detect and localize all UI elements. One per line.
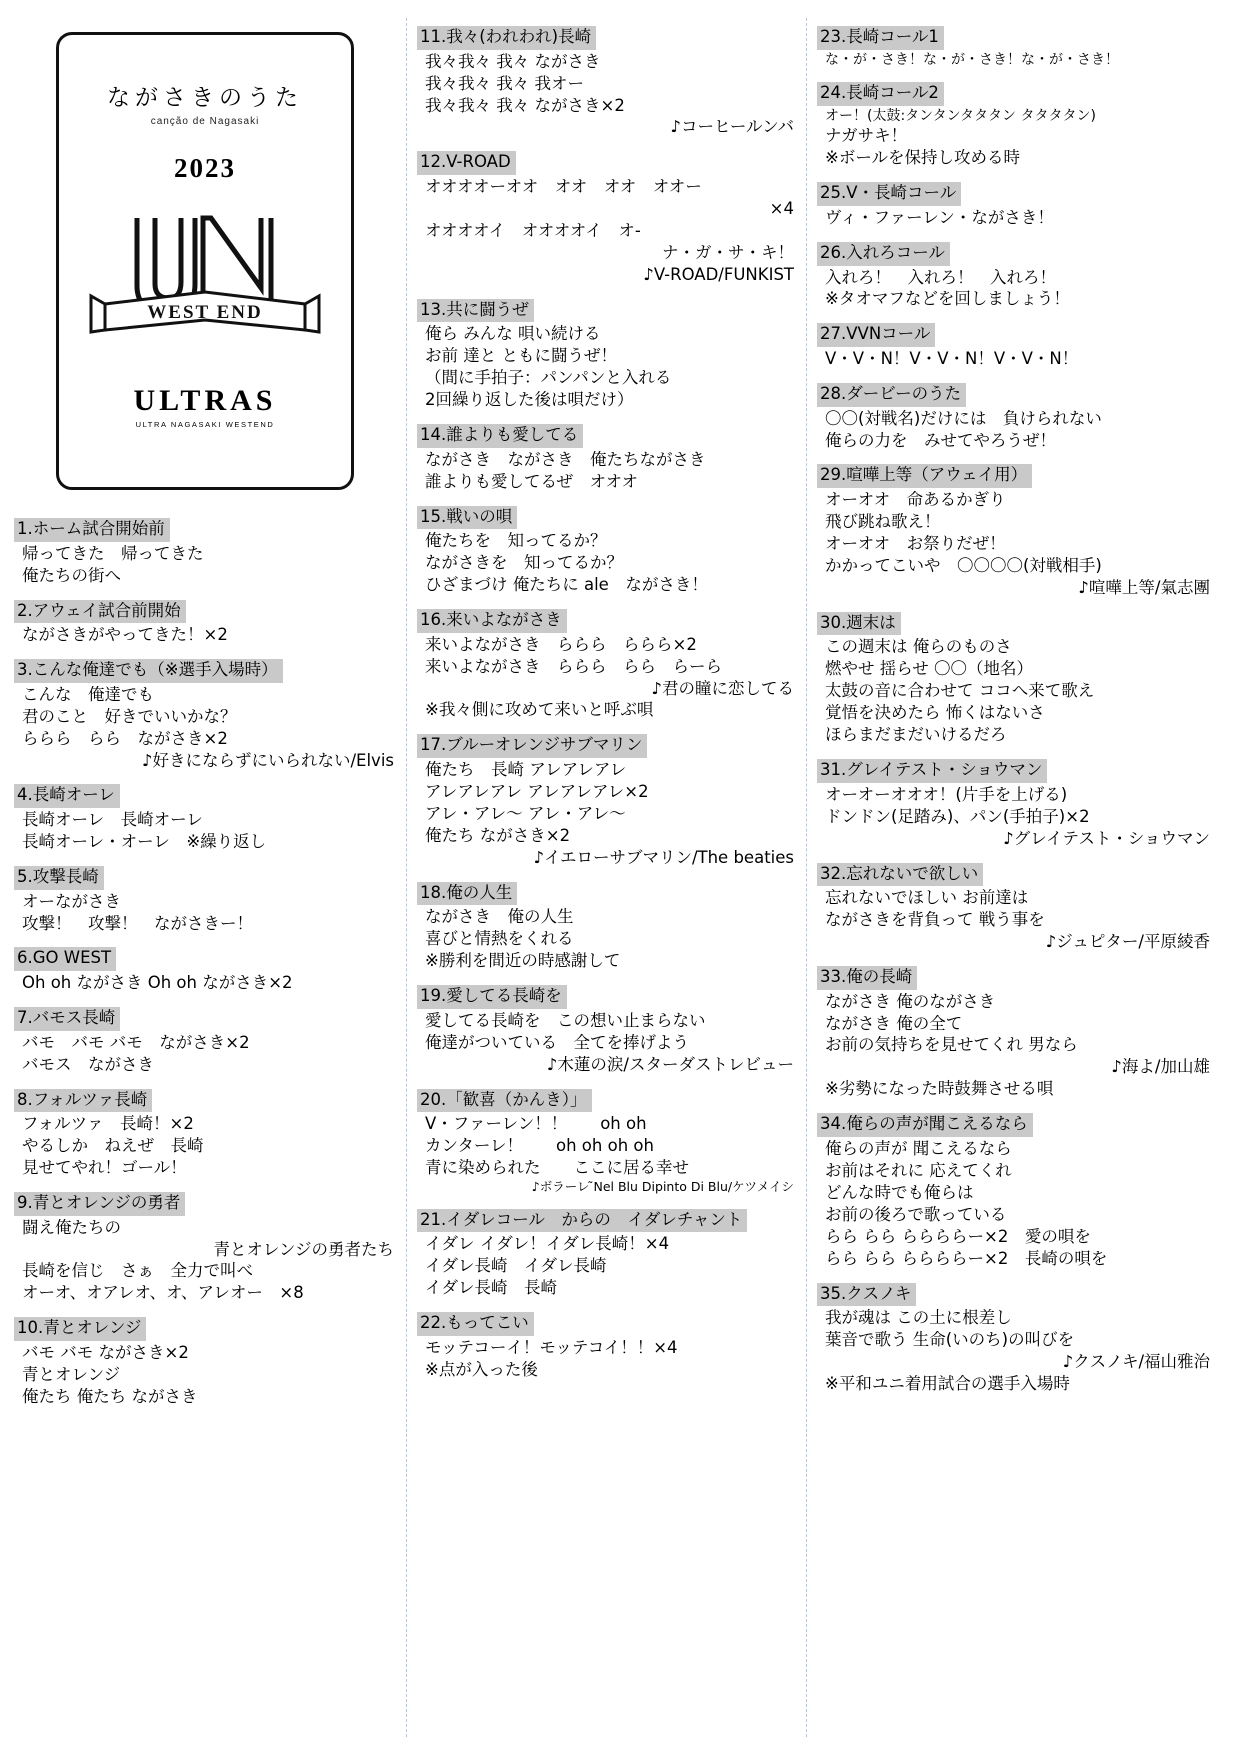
lyric-line: オオオオーオオ オオ オオ オオー [425, 177, 702, 196]
lyric-line: 喜びと情熱をくれる [425, 929, 574, 949]
song-lyrics [14, 972, 396, 994]
song-lyrics [14, 891, 396, 935]
lyric-line: 太鼓の音に合わせて ココへ来て歌え [825, 681, 1095, 701]
song-block [417, 1209, 796, 1299]
lyric-line: 我が魂は この土に根差し [825, 1308, 1012, 1328]
song-block [417, 151, 796, 285]
lyric-line: ♪V-ROAD/FUNKIST [643, 264, 794, 284]
song-list-left [14, 518, 396, 1408]
lyric-line: オーながさき [22, 891, 121, 911]
song-lyrics [417, 530, 796, 596]
song-title: 11.我々(われわれ)長崎 [417, 26, 596, 50]
song-title: 6.GO WEST [14, 947, 116, 971]
song-title: 1.ホーム試合開始前 [14, 518, 170, 542]
song-lyrics [14, 684, 396, 772]
lyric-line: バモス ながさき [22, 1054, 154, 1074]
lyric-line: 攻撃！ 攻撃！ ながさきー！ [22, 913, 253, 933]
song-block [817, 82, 1212, 169]
song-lyrics [417, 1113, 796, 1195]
song-title: 2.アウェイ試合前開始 [14, 600, 186, 624]
song-block [417, 1312, 796, 1381]
lyric-line: ♪木蓮の涙/スターダストレビュー [546, 1054, 794, 1074]
song-title: 30.週末は [817, 612, 901, 636]
lyric-line: カンターレ！ oh oh oh oh [425, 1136, 654, 1156]
song-lyrics [417, 323, 796, 411]
lyric-line: ららら らら ながさき×2 [22, 728, 228, 748]
song-title: 12.V-ROAD [417, 151, 516, 175]
song-title: 19.愛してる長崎を [417, 985, 567, 1009]
lyric-line: こんな 俺達でも [22, 684, 154, 704]
song-lyrics [417, 634, 796, 722]
three-column-layout [14, 18, 1227, 1737]
song-lyrics [817, 51, 1212, 70]
lyric-line: アレアレアレ アレアレアレ×2 [425, 781, 649, 801]
lyric-line: 長崎を信じ さぁ 全力で叫べ [22, 1261, 253, 1281]
song-title: 33.俺の長崎 [817, 966, 917, 990]
cover-brand-subtitle: ULTRA NAGASAKI WESTEND [135, 420, 275, 429]
song-block [817, 464, 1212, 598]
lyric-line: オーオオ 命あるかぎり [825, 490, 1006, 510]
lyric-line: オー！(太鼓:タンタンタタタン タタタタン) [825, 107, 1096, 124]
song-title: 4.長崎オーレ [14, 784, 120, 808]
song-block [817, 759, 1212, 849]
song-block [417, 882, 796, 972]
ultras-logo [85, 200, 325, 370]
lyric-line: モッテコーイ！モッテコイ！！×4 [425, 1337, 678, 1357]
lyric-line: 我々我々 我々 我オー [425, 73, 584, 93]
song-block [817, 323, 1212, 370]
lyric-line: ながさき 俺の全て [825, 1013, 963, 1033]
song-block [817, 966, 1212, 1100]
lyric-line: らら らら ららららー×2 長崎の唄を [825, 1248, 1108, 1268]
lyric-line: この週末は 俺らのものさ [825, 637, 1012, 657]
lyric-line: ♪コーヒールンバ [670, 117, 794, 137]
cover-brand-name: ULTRAS [133, 384, 277, 417]
song-lyrics [417, 1337, 796, 1381]
lyric-line: 〇〇(対戦名)だけには 負けられない [825, 408, 1102, 428]
lyric-line: イダレ イダレ！イダレ長崎！×4 [425, 1234, 670, 1254]
lyric-line: 誰よりも愛してるぜ オオオ [425, 471, 639, 491]
song-lyrics [14, 624, 396, 646]
lyric-line: 帰ってきた 帰ってきた [22, 543, 204, 563]
lyric-line: お前の後ろで歌っている [825, 1204, 1007, 1224]
lyric-line: ながさき 俺の人生 [425, 907, 574, 927]
song-list-right [817, 26, 1212, 1395]
lyric-line: 燃やせ 揺らせ 〇〇（地名） [825, 659, 1033, 679]
song-lyrics [14, 809, 396, 853]
song-title: 14.誰よりも愛してる [417, 424, 583, 448]
column-left [14, 18, 406, 1737]
song-title: 13.共に闘うぜ [417, 299, 534, 323]
logo-banner-text: WEST END [147, 302, 263, 323]
lyric-line: オーオ、オアレオ、オ、アレオー ×8 [22, 1283, 304, 1303]
logo-banner [91, 292, 319, 332]
lyric-line: ♪グレイテスト・ショウマン [1003, 828, 1210, 848]
lyric-line: 青とオレンジ [22, 1364, 121, 1384]
lyric-line: ※ボールを保持し攻める時 [825, 148, 1020, 168]
song-block [14, 1317, 396, 1407]
lyric-line: アレ・アレ〜 アレ・アレ〜 [425, 803, 626, 823]
song-block [817, 1113, 1212, 1269]
lyric-line: ♪海よ/加山雄 [1111, 1057, 1210, 1077]
lyric-line: ×4 [769, 198, 794, 218]
column-middle [406, 18, 806, 1737]
song-block [14, 1192, 396, 1304]
lyric-line: V・V・N！V・V・N！V・V・N！ [825, 349, 1079, 369]
lyric-line: かかってこいや 〇〇〇〇(対戦相手) [825, 555, 1102, 575]
lyric-line: ※点が入った後 [425, 1359, 538, 1379]
lyric-line: ♪喧嘩上等/氣志團 [1078, 577, 1210, 597]
song-title: 25.V・長崎コール [817, 182, 961, 206]
lyric-line: ♪ボラーレ ̃Nel Blu Dipinto Di Blu/ケツメイシ [531, 1179, 794, 1194]
song-block [817, 1283, 1212, 1395]
lyric-line: 2回繰り返した後は唄だけ） [425, 390, 634, 410]
lyric-line: ながさき 俺のながさき [825, 991, 996, 1011]
lyric-line: 俺ら みんな 唄い続ける [425, 324, 601, 344]
song-block [14, 659, 396, 771]
song-block [417, 985, 796, 1075]
lyric-line: 俺たちを 知ってるか？ [425, 531, 607, 551]
song-title: 20.「歓喜（かんき）」 [417, 1089, 592, 1113]
lyric-line: どんな時でも俺らは [825, 1182, 974, 1202]
lyric-line: ※勝利を間近の時感謝して [425, 951, 621, 971]
lyric-line: フォルツァ 長崎！×2 [22, 1114, 194, 1134]
cover-title: ながさきのうた [107, 85, 303, 111]
lyric-line: ヴィ・ファーレン・ながさき！ [825, 207, 1054, 227]
lyric-line: 愛してる長崎を この想い止まらない [425, 1010, 706, 1030]
lyric-line: ♪イエローサブマリン/The beaties [533, 847, 794, 867]
song-block [417, 734, 796, 868]
song-title: 24.長崎コール2 [817, 82, 944, 106]
lyric-line: ほらまだまだいけるだろ [825, 725, 1007, 745]
lyric-line: オーオーオオオ！(片手を上げる) [825, 784, 1068, 804]
song-lyrics [817, 784, 1212, 850]
song-title: 27.VVNコール [817, 323, 935, 347]
lyric-line: やるしか ねえぜ 長崎 [22, 1136, 204, 1156]
song-lyrics [14, 543, 396, 587]
song-block [14, 947, 396, 994]
lyric-line: 我々我々 我々 ながさき [425, 51, 601, 71]
lyric-line: 見せてやれ！ゴール！ [22, 1158, 187, 1177]
lyric-line: 君のこと 好きでいいかな？ [22, 706, 237, 726]
lyric-line: ナガサキ！ [825, 126, 908, 146]
column-right [806, 18, 1212, 1737]
song-title: 34.俺らの声が聞こえるなら [817, 1113, 1033, 1137]
song-block [14, 1007, 396, 1076]
song-block [14, 1089, 396, 1179]
lyric-line: ながさき ながさき 俺たちながさき [425, 449, 706, 469]
song-title: 35.クスノキ [817, 1283, 916, 1307]
song-lyrics [817, 1307, 1212, 1395]
lyric-line: 俺たち ながさき×2 [425, 825, 571, 845]
song-block [14, 784, 396, 853]
song-lyrics [817, 887, 1212, 953]
lyric-line: お前 達と ともに闘うぜ！ [425, 346, 617, 366]
song-title: 31.グレイテスト・ショウマン [817, 759, 1047, 783]
lyric-line: ※劣勢になった時鼓舞させる唄 [825, 1079, 1054, 1099]
song-title: 5.攻撃長崎 [14, 866, 104, 890]
song-title: 28.ダービーのうた [817, 383, 966, 407]
song-lyrics [417, 906, 796, 972]
lyric-line: ひざまづけ 俺たちに ale ながさき！ [425, 575, 708, 595]
song-block [417, 424, 796, 493]
song-lyrics [817, 1138, 1212, 1270]
song-lyrics [417, 176, 796, 286]
song-block [417, 299, 796, 411]
lyric-line: ♪君の瞳に恋してる [651, 678, 794, 698]
lyric-line: ナ・ガ・サ・キ！ [662, 242, 794, 262]
song-lyrics [417, 1233, 796, 1299]
song-block [417, 506, 796, 596]
song-lyrics [817, 408, 1212, 452]
lyric-line: オオオオイ オオオオイ オ- [425, 220, 641, 240]
lyric-line: ♪クスノキ/福山雅治 [1062, 1352, 1210, 1372]
song-title: 16.来いよながさき [417, 609, 567, 633]
song-title: 32.忘れないで欲しい [817, 863, 983, 887]
song-lyrics [417, 759, 796, 869]
song-title: 7.バモス長崎 [14, 1007, 120, 1031]
lyric-line: イダレ長崎 イダレ長崎 [425, 1256, 607, 1276]
song-title: 10.青とオレンジ [14, 1317, 146, 1341]
lyric-line: 長崎オーレ・オーレ ※繰り返し [22, 832, 267, 851]
song-title: 29.喧嘩上等（アウェイ用） [817, 464, 1032, 488]
lyric-line: 覚悟を決めたら 怖くはないさ [825, 703, 1045, 723]
song-title: 17.ブルーオレンジサブマリン [417, 734, 647, 758]
lyric-line: 来いよながさき ららら ららら×2 [425, 634, 697, 654]
lyric-line: 俺らの力を みせてやろうぜ！ [825, 430, 1056, 450]
lyric-line: な・が・さき！な・が・さき！な・が・さき！ [825, 51, 1119, 68]
song-title: 22.もってこい [417, 1312, 534, 1336]
lyric-line: 飛び跳ね歌え！ [825, 512, 941, 532]
song-title: 23.長崎コール1 [817, 26, 944, 50]
lyric-line: 俺たち 俺たち ながさき [22, 1386, 198, 1406]
lyric-line: 俺らの声が 聞こえるなら [825, 1138, 1012, 1158]
song-title: 15.戦いの唄 [417, 506, 517, 530]
song-lyrics [817, 489, 1212, 599]
lyric-line: 青に染められた ここに居る幸せ [425, 1158, 689, 1178]
lyric-line: 俺たちの街へ [22, 565, 121, 585]
song-lyrics [817, 636, 1212, 746]
cover-card [56, 32, 354, 490]
lyric-line: バモ バモ バモ ながさき×2 [22, 1032, 250, 1052]
song-block [817, 242, 1212, 311]
song-block [817, 383, 1212, 452]
lyric-line: ながさきを背負って 戦う事を [825, 910, 1045, 930]
lyric-line: （間に手拍子：パンパンと入れる [425, 368, 672, 388]
lyric-line: 葉音で歌う 生命(いのち)の叫びを [825, 1330, 1075, 1350]
song-lyrics [14, 1032, 396, 1076]
lyric-line: 闘え俺たちの [22, 1217, 121, 1237]
song-block [14, 600, 396, 647]
song-title: 21.イダレコール からの イダレチャント [417, 1209, 747, 1233]
song-lyrics [417, 449, 796, 493]
song-lyrics [14, 1217, 396, 1305]
lyric-line: ※平和ユニ着用試合の選手入場時 [825, 1373, 1070, 1393]
lyric-line: 長崎オーレ 長崎オーレ [22, 810, 203, 830]
lyric-line: オーオオ お祭りだぜ！ [825, 533, 1006, 553]
lyric-line: Oh oh ながさき Oh oh ながさき×2 [22, 973, 293, 993]
song-block [817, 863, 1212, 953]
cover-card-area [14, 18, 396, 518]
song-title: 3.こんな俺達でも（※選手入場時） [14, 659, 283, 683]
song-lyrics [417, 51, 796, 139]
lyric-line: 我々我々 我々 ながさき×2 [425, 95, 625, 115]
song-block [817, 26, 1212, 69]
song-title: 9.青とオレンジの勇者 [14, 1192, 185, 1216]
song-block [817, 182, 1212, 229]
lyric-line: ♪ジュピター/平原綾香 [1045, 932, 1210, 952]
lyric-line: ながさきがやってきた！×2 [22, 625, 228, 645]
lyric-line: ※タオマフなどを回しましょう！ [825, 289, 1070, 309]
lyric-line: お前はそれに 応えてくれ [825, 1160, 1012, 1180]
song-lyrics [817, 107, 1212, 169]
song-block [14, 866, 396, 935]
song-lyrics [817, 207, 1212, 229]
lyric-line: お前の気持ちを見せてくれ 男なら [825, 1035, 1078, 1055]
lyric-line: ※我々側に攻めて来いと呼ぶ唄 [425, 700, 654, 720]
song-lyrics [417, 1010, 796, 1076]
lyric-line: V・ファーレン！！ oh oh [425, 1114, 647, 1134]
lyric-line: 俺たち 長崎 アレアレアレ [425, 760, 627, 779]
lyric-line: バモ バモ ながさき×2 [22, 1342, 189, 1362]
song-block [817, 612, 1212, 746]
song-list-middle [417, 26, 796, 1381]
song-title: 26.入れろコール [817, 242, 950, 266]
lyric-line: ドンドン(足踏み)、パン(手拍子)×2 [825, 806, 1090, 826]
lyric-line: 入れろ！ 入れろ！ 入れろ！ [825, 267, 1056, 287]
lyric-line: 青とオレンジの勇者たち [213, 1239, 394, 1259]
lyric-line: 来いよながさき ららら らら らーら [425, 656, 722, 676]
song-lyrics [817, 348, 1212, 370]
lyric-line: イダレ長崎 長崎 [425, 1278, 557, 1298]
lyric-line: ♪好きにならずにいられない/Elvis [141, 750, 394, 770]
lyric-line: 俺達がついている 全てを捧げよう [425, 1032, 689, 1052]
logo-vn-monogram [85, 200, 325, 370]
song-block [417, 26, 796, 138]
song-block [417, 609, 796, 721]
cover-year: 2023 [174, 153, 236, 183]
cover-subtitle: canção de Nagasaki [150, 116, 260, 127]
song-lyrics [14, 1113, 396, 1179]
lyric-line: ながさきを 知ってるか？ [425, 553, 623, 573]
lyric-line: 忘れないでほしい お前達は [825, 888, 1029, 908]
song-title: 8.フォルツァ長崎 [14, 1089, 152, 1113]
song-block [14, 518, 396, 587]
song-title: 18.俺の人生 [417, 882, 517, 906]
song-lyrics [817, 991, 1212, 1101]
song-lyrics [14, 1342, 396, 1408]
song-lyrics [817, 267, 1212, 311]
lyric-line: らら らら ららららー×2 愛の唄を [825, 1226, 1091, 1246]
song-block [417, 1089, 796, 1196]
cover-brand [134, 384, 277, 429]
